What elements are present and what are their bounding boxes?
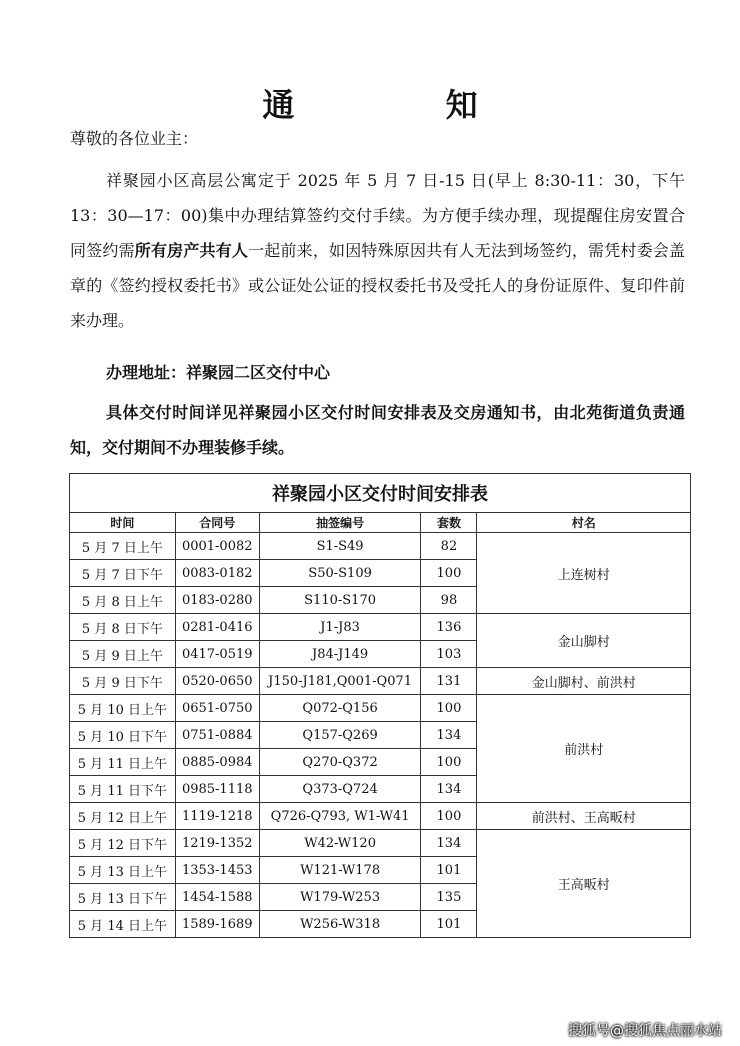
lottery-cell: Q157-Q269: [259, 722, 421, 749]
header-village: 村名: [477, 513, 691, 533]
contract-cell: 0520-0650: [175, 668, 259, 695]
units-cell: 134: [421, 830, 477, 857]
time-cell: 5 月 11 日下午: [70, 776, 176, 803]
village-cell: 前洪村: [477, 695, 691, 803]
lottery-cell: Q726-Q793, W1-W41: [259, 803, 421, 830]
lottery-cell: W179-W253: [259, 884, 421, 911]
contract-cell: 1219-1352: [175, 830, 259, 857]
units-cell: 136: [421, 614, 477, 641]
lottery-cell: S1-S49: [259, 533, 421, 560]
units-cell: 103: [421, 641, 477, 668]
units-cell: 98: [421, 587, 477, 614]
units-cell: 101: [421, 911, 477, 938]
address-line: 办理地址：祥聚园二区交付中心: [106, 363, 331, 382]
contract-cell: 0651-0750: [175, 695, 259, 722]
village-cell: 金山脚村: [477, 614, 691, 668]
lottery-cell: Q072-Q156: [259, 695, 421, 722]
units-cell: 131: [421, 668, 477, 695]
village-cell: 上连树村: [477, 533, 691, 614]
lottery-cell: S50-S109: [259, 560, 421, 587]
units-cell: 134: [421, 776, 477, 803]
header-lottery: 抽签编号: [259, 513, 421, 533]
watermark: 搜狐号@搜狐焦点丽水站: [568, 1023, 722, 1039]
contract-cell: 0001-0082: [175, 533, 259, 560]
lottery-cell: J150-J181,Q001-Q071: [259, 668, 421, 695]
table-row: [70, 533, 691, 560]
units-cell: 100: [421, 695, 477, 722]
contract-cell: 0183-0280: [175, 587, 259, 614]
time-cell: 5 月 13 日下午: [70, 884, 176, 911]
header-contract: 合同号: [175, 513, 259, 533]
units-cell: 101: [421, 857, 477, 884]
schedule-table: [69, 473, 691, 938]
units-cell: 100: [421, 803, 477, 830]
contract-cell: 0281-0416: [175, 614, 259, 641]
table-header-row: [70, 513, 691, 533]
table-row: [70, 614, 691, 641]
time-cell: 5 月 7 日下午: [70, 560, 176, 587]
time-cell: 5 月 12 日下午: [70, 830, 176, 857]
contract-cell: 0417-0519: [175, 641, 259, 668]
contract-cell: 1454-1588: [175, 884, 259, 911]
time-cell: 5 月 9 日上午: [70, 641, 176, 668]
time-cell: 5 月 8 日上午: [70, 587, 176, 614]
notice-text-part1: 祥聚园小区高层公寓定于 2025 年 5 月 7 日-15 日(早上 8:30-11：30，下午 13：30—17：00)集中办理结算签约交付手续。为方便手续办理，现提醒住房安置合同签约需: [70, 171, 685, 260]
time-cell: 5 月 8 日下午: [70, 614, 176, 641]
units-cell: 135: [421, 884, 477, 911]
lottery-cell: W256-W318: [259, 911, 421, 938]
time-cell: 5 月 10 日下午: [70, 722, 176, 749]
detail-paragraph: 具体交付时间详见祥聚园小区交付时间安排表及交房通知书，由北苑街道负责通知，交付期间不办理装修手续。: [70, 403, 685, 457]
contract-cell: 0885-0984: [175, 749, 259, 776]
time-cell: 5 月 7 日上午: [70, 533, 176, 560]
lottery-cell: S110-S170: [259, 587, 421, 614]
notice-text-emphasis: 所有房产共有人: [134, 241, 249, 260]
table-row: [70, 695, 691, 722]
lottery-cell: J1-J83: [259, 614, 421, 641]
time-cell: 5 月 12 日上午: [70, 803, 176, 830]
header-time: 时间: [70, 513, 176, 533]
village-cell: 金山脚村、前洪村: [477, 668, 691, 695]
time-cell: 5 月 9 日下午: [70, 668, 176, 695]
lottery-cell: J84-J149: [259, 641, 421, 668]
contract-cell: 1119-1218: [175, 803, 259, 830]
units-cell: 100: [421, 749, 477, 776]
salutation: 尊敬的各位业主：: [70, 129, 199, 148]
village-cell: 王高畈村: [477, 830, 691, 938]
contract-cell: 1589-1689: [175, 911, 259, 938]
units-cell: 134: [421, 722, 477, 749]
contract-cell: 0985-1118: [175, 776, 259, 803]
contract-cell: 1353-1453: [175, 857, 259, 884]
table-title: 祥聚园小区交付时间安排表: [70, 474, 691, 513]
contract-cell: 0751-0884: [175, 722, 259, 749]
time-cell: 5 月 14 日上午: [70, 911, 176, 938]
lottery-cell: Q270-Q372: [259, 749, 421, 776]
lottery-cell: Q373-Q724: [259, 776, 421, 803]
time-cell: 5 月 11 日上午: [70, 749, 176, 776]
lottery-cell: W121-W178: [259, 857, 421, 884]
notice-title: 通 知: [262, 86, 548, 124]
table-row: [70, 803, 691, 830]
lottery-cell: W42-W120: [259, 830, 421, 857]
table-row: [70, 668, 691, 695]
village-cell: 前洪村、王高畈村: [477, 803, 691, 830]
time-cell: 5 月 10 日上午: [70, 695, 176, 722]
header-units: 套数: [421, 513, 477, 533]
notice-paragraph: [70, 163, 685, 338]
time-cell: 5 月 13 日上午: [70, 857, 176, 884]
units-cell: 100: [421, 560, 477, 587]
contract-cell: 0083-0182: [175, 560, 259, 587]
units-cell: 82: [421, 533, 477, 560]
table-row: [70, 830, 691, 857]
notice-text-part2: 一起前来，如因特殊原因共有人无法到场签约，需凭村委会盖章的《签约授权委托书》或公证处公证的授权委托书及受托人的身份证原件、复印件前来办理。: [70, 241, 685, 330]
